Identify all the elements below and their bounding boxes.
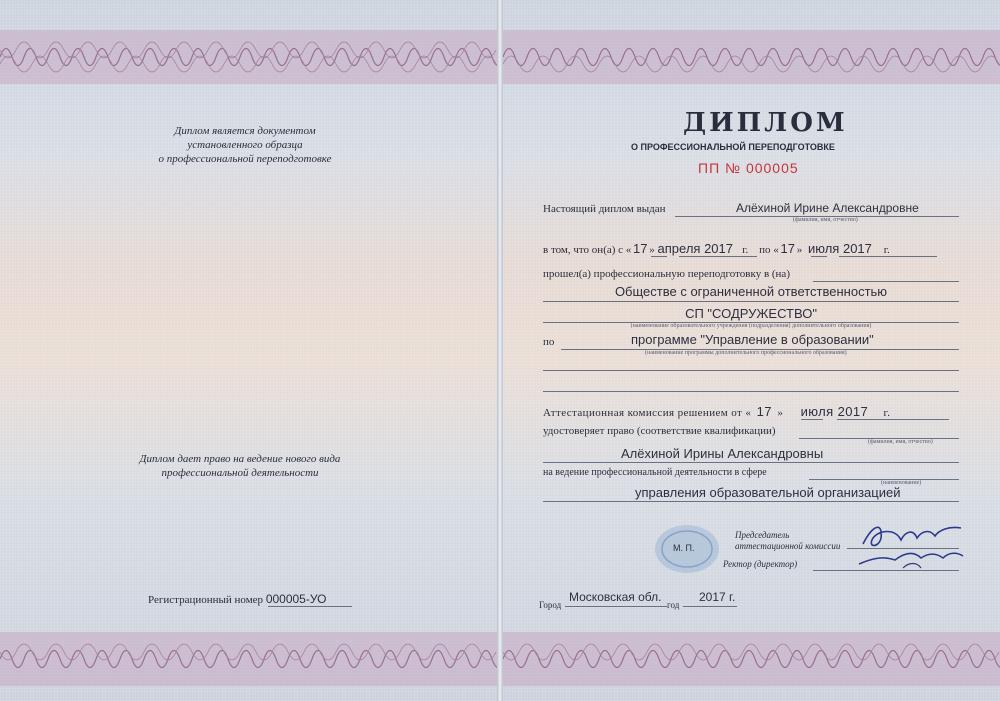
city-underline (565, 606, 667, 607)
left-sheet (0, 0, 497, 701)
year-label: год (667, 600, 680, 610)
period-prefix: в том, что он(а) с « (543, 244, 632, 256)
period-line (543, 241, 890, 256)
left-intro-line-1: Диплом является документом (174, 125, 316, 137)
passed-underline (813, 281, 959, 282)
chairman-label-line-1: Председатель (735, 530, 790, 540)
certifies-label: удостоверяет право (соответствие квалификации) (543, 425, 776, 437)
diploma-subtitle: О ПРОФЕССИОНАЛЬНОЙ ПЕРЕПОДГОТОВКЕ (631, 142, 835, 152)
commission-month-underline (837, 419, 949, 420)
city-label: Город (539, 600, 562, 610)
commission-label: Аттестационная комиссия решением от « (543, 407, 752, 419)
commission-line (543, 404, 890, 419)
organization-underline-1 (543, 301, 959, 302)
commission-sep: » (777, 407, 784, 419)
month-start-underline (679, 256, 757, 257)
period-day-end: 17 (780, 241, 795, 256)
signature-marks (843, 518, 973, 578)
issued-hint: (фамилия, имя, отчество) (793, 217, 858, 223)
registration-value: 000005-УО (265, 592, 327, 606)
period-sep-1: » (649, 244, 655, 256)
decorative-band-bottom (0, 632, 497, 686)
period-year-mark-1: г. (742, 244, 749, 256)
blank-line-1 (543, 370, 959, 371)
registration-underline (268, 606, 352, 607)
period-month-end: июля 2017 (808, 241, 872, 256)
decorative-band-bottom-right (503, 632, 1000, 686)
left-intro-line-2: установленного образца (187, 139, 303, 151)
year-value: 2017 г. (699, 590, 736, 604)
holder-name: Алёхиной Ирины Александровны (621, 446, 824, 461)
day-end-underline (811, 256, 827, 257)
stamp-label: М. П. (673, 543, 695, 553)
day-start-underline (651, 256, 667, 257)
left-rights-line-2: профессиональной деятельности (161, 467, 319, 479)
program-hint: (наименование программы дополнительного профессионального образования) (645, 350, 847, 356)
program-label: по (543, 336, 555, 348)
decorative-band-top (0, 30, 497, 84)
decorative-band-top-right (503, 30, 1000, 84)
commission-day-underline (801, 419, 823, 420)
rector-label: Ректор (директор) (723, 559, 798, 569)
series-number (698, 160, 799, 176)
series-label: ПП № (698, 160, 742, 176)
registration-label: Регистрационный номер (148, 594, 264, 606)
chairman-label (735, 530, 840, 552)
issued-name: Алёхиной Ирине Александровне (736, 201, 919, 215)
left-intro (140, 124, 350, 166)
organization-hint: (наименование образовательного учреждения (подразделения) дополнительного образования) (630, 323, 872, 329)
city-value: Московская обл. (569, 590, 662, 604)
activity-label: на ведение профессиональной деятельности в сфере (543, 467, 767, 478)
activity-value-underline (543, 501, 959, 502)
period-sep-2: » (796, 244, 803, 256)
registration-number (148, 592, 326, 606)
organization-line-2: СП "СОДРУЖЕСТВО" (685, 306, 817, 321)
left-rights-text (110, 452, 370, 480)
issued-label: Настоящий диплом выдан (543, 203, 666, 215)
period-month-start: апреля 2017 (657, 241, 733, 256)
activity-hint: (наименование) (881, 480, 922, 486)
activity-value: управления образовательной организацией (635, 485, 901, 500)
series-value: 000005 (745, 160, 799, 176)
commission-year-mark: г. (883, 407, 891, 419)
organization-line-1: Обществе с ограниченной ответственностью (614, 284, 888, 299)
right-sheet (503, 0, 1000, 701)
left-rights-line-1: Диплом дает право на ведение нового вида (139, 453, 341, 465)
certifies-hint: (фамилия, имя, отчество) (868, 439, 933, 445)
left-intro-line-3: о профессиональной переподготовке (158, 153, 332, 165)
year-underline (683, 606, 737, 607)
blank-line-2 (543, 391, 959, 392)
holder-underline (543, 462, 959, 463)
commission-month: июля 2017 (800, 404, 869, 419)
program-name: программе "Управление в образовании" (631, 332, 874, 347)
month-end-underline (839, 256, 937, 257)
period-day-start: 17 (633, 241, 648, 256)
commission-day: 17 (756, 404, 772, 419)
passed-label: прошел(а) профессиональную переподготовку в (на) (543, 268, 790, 280)
period-po: по « (759, 244, 779, 256)
period-year-mark-2: г. (883, 244, 890, 256)
diploma-title: ДИПЛОМ (683, 108, 848, 138)
chairman-label-line-2: аттестационной комиссии (735, 541, 841, 551)
